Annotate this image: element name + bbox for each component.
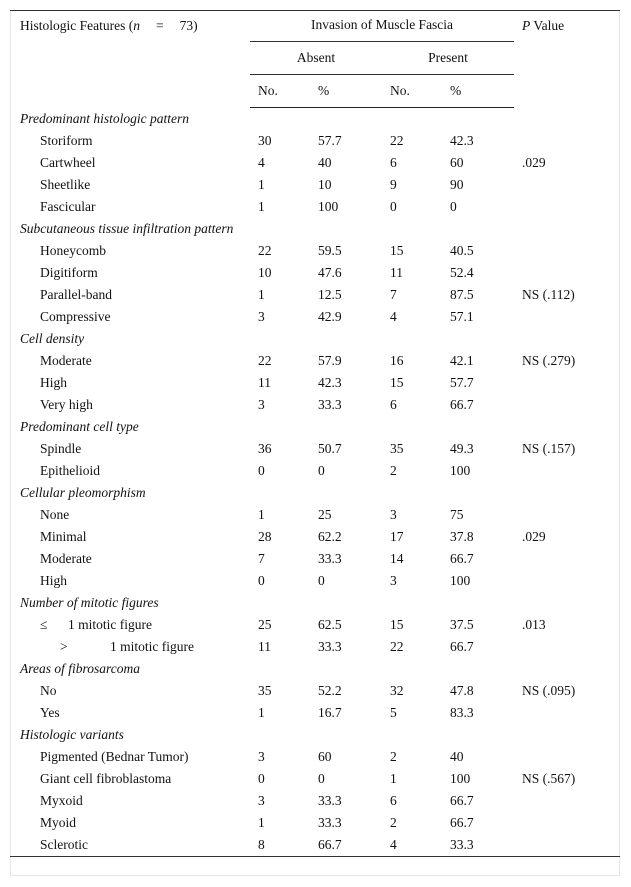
absent-pct-cell: 52.2	[318, 683, 342, 698]
table-row	[10, 240, 620, 262]
present-no-cell: 22	[390, 133, 404, 148]
absent-pct-cell: 33.3	[318, 551, 342, 566]
row-label: Epithelioid	[40, 463, 100, 478]
section-title: Cell density	[20, 331, 85, 346]
row-label: No	[40, 683, 57, 698]
p-value-header-label: Value	[530, 18, 565, 33]
absent-no-cell: 11	[258, 639, 271, 654]
absent-pct-cell: 59.5	[318, 243, 342, 258]
present-pct-cell: 100	[450, 771, 471, 786]
row-label: Storiform	[40, 133, 93, 148]
section-title: Histologic variants	[20, 727, 124, 742]
present-pct-cell: 40	[450, 749, 464, 764]
section-header	[10, 658, 620, 680]
table-row	[10, 306, 620, 328]
table-row	[10, 746, 620, 768]
absent-no-cell: 28	[258, 529, 272, 544]
row-symbol: ≤	[40, 617, 48, 632]
row-label: Sclerotic	[10, 834, 250, 857]
table-row	[10, 130, 620, 152]
histology-table	[10, 10, 620, 857]
p-value-cell: .013	[522, 617, 546, 632]
invasion-header	[250, 11, 514, 43]
present-pct-cell: 33.3	[442, 834, 514, 857]
absent-no-cell: 22	[258, 353, 272, 368]
section-title: Areas of fibrosarcoma	[20, 661, 140, 676]
row-label: Moderate	[40, 353, 92, 368]
absent-no-cell: 11	[258, 375, 271, 390]
absent-no-cell: 7	[258, 551, 265, 566]
present-pct-cell: 49.3	[450, 441, 474, 456]
present-no-cell: 32	[390, 683, 404, 698]
present-pct-cell: 90	[450, 177, 464, 192]
present-no-cell: 35	[390, 441, 404, 456]
p-value-cell: NS (.112)	[522, 287, 575, 302]
present-pct-cell: 57.7	[450, 375, 474, 390]
absent-pct-cell: 42.9	[318, 309, 342, 324]
row-label: Very high	[40, 397, 93, 412]
section-title: Predominant cell type	[20, 419, 139, 434]
p-value-cell	[514, 262, 620, 284]
absent-no-cell: 36	[258, 441, 272, 456]
absent-pct-cell: 66.7	[310, 834, 382, 857]
row-label: Spindle	[40, 441, 82, 456]
absent-pct-cell: 57.7	[318, 133, 342, 148]
present-no-cell: 2	[390, 815, 397, 830]
absent-pct-cell: 62.5	[318, 617, 342, 632]
p-value-cell	[514, 372, 620, 394]
features-header	[10, 11, 250, 108]
table-row	[10, 174, 620, 196]
present-no-cell: 7	[390, 287, 397, 302]
present-pct-cell: 66.7	[450, 551, 474, 566]
present-no-cell: 11	[390, 265, 403, 280]
p-value-cell: NS (.157)	[522, 441, 576, 456]
p-value-cell: NS (.095)	[522, 683, 576, 698]
absent-pct-cell: 25	[318, 507, 332, 522]
p-value-cell	[514, 702, 620, 724]
present-pct-cell: 100	[450, 463, 471, 478]
features-header-label: Histologic Features (	[20, 18, 134, 33]
section-title: Number of mitotic figures	[20, 595, 159, 610]
absent-no-cell: 0	[258, 573, 265, 588]
absent-no-cell: 0	[258, 771, 265, 786]
present-no-cell: 5	[390, 705, 397, 720]
p-value-header-p: P	[522, 18, 531, 33]
p-value-cell	[514, 636, 620, 658]
row-label: Yes	[40, 705, 60, 720]
p-value-cell	[514, 394, 620, 416]
p-value-cell: .029	[522, 155, 546, 170]
section-header	[10, 482, 620, 504]
table-row	[10, 284, 620, 306]
features-header-eq: =	[155, 18, 164, 33]
p-value-header	[514, 11, 620, 108]
section-header	[10, 108, 620, 131]
p-value-cell	[514, 306, 620, 328]
present-pct-cell: 42.3	[450, 133, 474, 148]
absent-pct-cell: 33.3	[318, 397, 342, 412]
absent-pct-cell: 57.9	[318, 353, 342, 368]
absent-no-cell: 25	[258, 617, 272, 632]
absent-pct-cell: 100	[318, 199, 339, 214]
p-value-cell	[514, 790, 620, 812]
present-no-cell: 16	[390, 353, 404, 368]
present-pct-cell: 37.5	[450, 617, 474, 632]
table-row	[10, 262, 620, 284]
absent-no-cell: 3	[258, 749, 265, 764]
row-label: Parallel-band	[40, 287, 112, 302]
absent-no-cell: 1	[258, 287, 265, 302]
present-no-cell: 4	[390, 309, 397, 324]
table-row	[10, 350, 620, 372]
table-row	[10, 394, 620, 416]
absent-pct-cell: 16.7	[318, 705, 342, 720]
table-row	[10, 570, 620, 592]
present-pct-cell: 42.1	[450, 353, 474, 368]
table-row	[10, 372, 620, 394]
invasion-header-label: Invasion of Muscle Fascia	[250, 11, 514, 42]
absent-no-header: No.	[250, 75, 310, 108]
absent-no-cell: 3	[258, 793, 265, 808]
table-row	[10, 548, 620, 570]
present-no-header: No.	[382, 75, 442, 108]
absent-pct-cell: 47.6	[318, 265, 342, 280]
table-row	[10, 504, 620, 526]
row-label: Minimal	[40, 529, 87, 544]
present-no-cell: 4	[382, 834, 442, 857]
table-row	[10, 526, 620, 548]
present-no-cell: 15	[390, 375, 404, 390]
table-body	[10, 108, 620, 857]
present-pct-cell: 40.5	[450, 243, 474, 258]
present-no-cell: 6	[390, 793, 397, 808]
absent-no-cell: 3	[258, 309, 265, 324]
present-pct-cell: 87.5	[450, 287, 474, 302]
absent-pct-cell: 40	[318, 155, 332, 170]
present-no-cell: 1	[390, 771, 397, 786]
present-pct-cell: 66.7	[450, 793, 474, 808]
present-pct-cell: 75	[450, 507, 464, 522]
present-no-cell: 2	[390, 749, 397, 764]
absent-no-cell: 30	[258, 133, 272, 148]
present-no-cell: 0	[390, 199, 397, 214]
present-pct-cell: 66.7	[450, 397, 474, 412]
absent-pct-cell: 62.2	[318, 529, 342, 544]
section-title: Cellular pleomorphism	[20, 485, 146, 500]
absent-no-cell: 1	[258, 507, 265, 522]
row-label: Digitiform	[40, 265, 98, 280]
p-value-cell	[514, 834, 620, 857]
absent-header: Absent	[250, 42, 382, 75]
absent-pct-cell: 33.3	[318, 815, 342, 830]
p-value-cell	[514, 504, 620, 526]
absent-pct-cell: 0	[318, 573, 325, 588]
absent-no-cell: 1	[258, 199, 265, 214]
p-value-cell	[514, 570, 620, 592]
row-label-text: 1 mitotic figure	[68, 617, 152, 632]
section-title: Subcutaneous tissue infiltration pattern	[20, 221, 234, 236]
table-row	[10, 812, 620, 834]
row-label: Giant cell fibroblastoma	[40, 771, 172, 786]
p-value-cell: .029	[522, 529, 546, 544]
p-value-cell	[514, 812, 620, 834]
present-no-cell: 3	[390, 507, 397, 522]
section-header	[10, 218, 620, 240]
table-row	[10, 636, 620, 658]
row-symbol: >	[60, 639, 68, 654]
p-value-cell	[514, 746, 620, 768]
table-row	[10, 152, 620, 174]
row-label: High	[40, 375, 67, 390]
absent-no-cell: 10	[258, 265, 272, 280]
table-row	[10, 768, 620, 790]
table-row	[10, 702, 620, 724]
absent-no-cell: 3	[258, 397, 265, 412]
p-value-cell	[514, 130, 620, 152]
present-pct-cell: 37.8	[450, 529, 474, 544]
table-row	[10, 834, 620, 857]
section-header	[10, 724, 620, 746]
row-label: Honeycomb	[40, 243, 106, 258]
present-no-cell: 6	[390, 155, 397, 170]
features-header-count: 73)	[179, 18, 198, 33]
table-row	[10, 460, 620, 482]
table-row	[10, 790, 620, 812]
present-header: Present	[382, 42, 514, 75]
section-title: Predominant histologic pattern	[20, 111, 189, 126]
present-no-cell: 6	[390, 397, 397, 412]
present-pct-header: %	[442, 75, 514, 108]
absent-pct-cell: 33.3	[318, 639, 342, 654]
absent-no-cell: 8	[250, 834, 310, 857]
p-value-cell	[514, 196, 620, 218]
absent-no-cell: 1	[258, 705, 265, 720]
row-label-text: 1 mitotic figure	[110, 639, 194, 654]
p-value-cell	[514, 240, 620, 262]
row-label	[10, 614, 250, 636]
table-row	[10, 680, 620, 702]
present-no-cell: 22	[390, 639, 404, 654]
present-no-cell: 15	[390, 617, 404, 632]
present-pct-cell: 52.4	[450, 265, 474, 280]
section-header	[10, 328, 620, 350]
absent-pct-cell: 60	[318, 749, 332, 764]
absent-no-cell: 35	[258, 683, 272, 698]
row-label: None	[40, 507, 70, 522]
present-no-cell: 14	[390, 551, 404, 566]
p-value-cell: NS (.279)	[522, 353, 576, 368]
absent-pct-cell: 0	[318, 771, 325, 786]
row-label: Moderate	[40, 551, 92, 566]
present-pct-cell: 66.7	[450, 815, 474, 830]
absent-no-cell: 1	[258, 815, 265, 830]
p-value-cell: NS (.567)	[522, 771, 576, 786]
row-label: Myoid	[40, 815, 77, 830]
absent-pct-cell: 10	[318, 177, 332, 192]
table-row	[10, 614, 620, 636]
features-header-n: n	[133, 18, 140, 33]
header-row-top	[10, 11, 620, 43]
absent-pct-cell: 50.7	[318, 441, 342, 456]
p-value-cell	[514, 460, 620, 482]
row-label: Fascicular	[40, 199, 96, 214]
absent-no-cell: 1	[258, 177, 265, 192]
table-row	[10, 438, 620, 460]
present-no-cell: 2	[390, 463, 397, 478]
absent-no-cell: 4	[258, 155, 265, 170]
row-label	[10, 636, 250, 658]
table-row	[10, 196, 620, 218]
present-pct-cell: 100	[450, 573, 471, 588]
section-header	[10, 592, 620, 614]
present-pct-cell: 60	[450, 155, 464, 170]
present-no-cell: 15	[390, 243, 404, 258]
present-pct-cell: 83.3	[450, 705, 474, 720]
absent-no-cell: 0	[258, 463, 265, 478]
row-label: Pigmented (Bednar Tumor)	[40, 749, 189, 764]
row-label: Sheetlike	[40, 177, 91, 192]
absent-pct-header: %	[310, 75, 382, 108]
section-header	[10, 416, 620, 438]
present-no-cell: 17	[390, 529, 404, 544]
absent-no-cell: 22	[258, 243, 272, 258]
row-label: Myxoid	[40, 793, 83, 808]
present-pct-cell: 47.8	[450, 683, 474, 698]
present-pct-cell: 0	[450, 199, 457, 214]
absent-pct-cell: 0	[318, 463, 325, 478]
present-pct-cell: 66.7	[450, 639, 474, 654]
row-label: Compressive	[40, 309, 111, 324]
absent-pct-cell: 33.3	[318, 793, 342, 808]
present-pct-cell: 57.1	[450, 309, 474, 324]
row-label: High	[40, 573, 67, 588]
p-value-cell	[514, 174, 620, 196]
present-no-cell: 3	[390, 573, 397, 588]
absent-pct-cell: 12.5	[318, 287, 342, 302]
p-value-cell	[514, 548, 620, 570]
absent-pct-cell: 42.3	[318, 375, 342, 390]
present-no-cell: 9	[390, 177, 397, 192]
row-label: Cartwheel	[40, 155, 96, 170]
